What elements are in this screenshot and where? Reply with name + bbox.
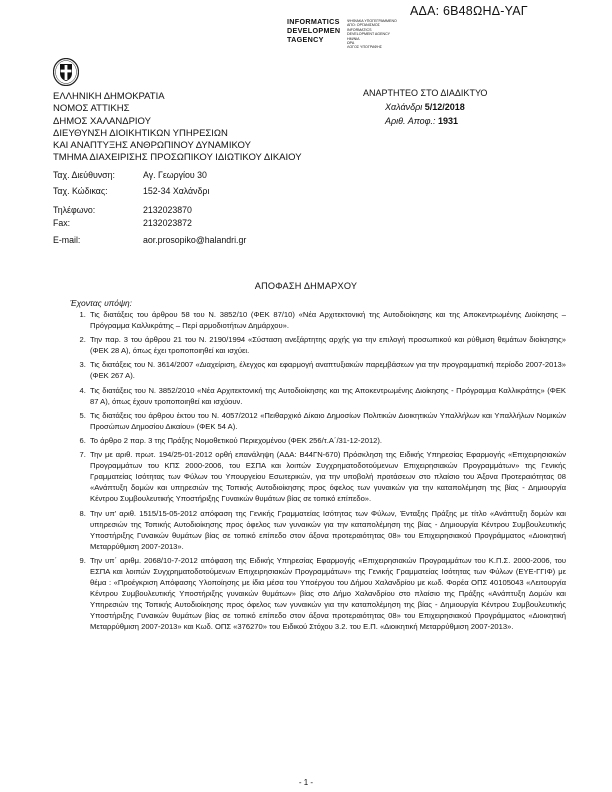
digital-signature-logo bbox=[287, 18, 397, 48]
logo-text: INFORMATICS DEVELOPMEN TAGENCY bbox=[287, 17, 341, 44]
list-item: 1. Τις διατάξεις του άρθρου 58 του Ν. 3852/10 (ΦΕΚ 87/10) «Νέα Αρχιτεκτονική της Αυτοδιοίκησης και της Αποκεντρωμένης Διοίκησης – Πρόγραμμα Καλλικράτης – Περί αρμοδιοτήτων Δημάρχου». bbox=[88, 309, 566, 331]
document-date: Χαλάνδρι 5/12/2018 bbox=[385, 102, 465, 112]
document-meta bbox=[363, 86, 487, 128]
list-item: 3. Τις διατάξεις του Ν. 3614/2007 «Διαχείριση, έλεγχος και εφαρμογή αναπτυξιακών παρεμβάσεων για την προγραμματική περίοδο 2007-2013» (ΦΕΚ 267 Α). bbox=[88, 359, 566, 381]
issuer-header: ΕΛΛΗΝΙΚΗ ΔΗΜΟΚΡΑΤΙΑ ΝΟΜΟΣ ΑΤΤΙΚΗΣ ΔΗΜΟΣ ΧΑΛΑΝΔΡΙΟΥ ΔΙΕΥΘΥΝΣΗ ΔΙΟΙΚΗΤΙΚΩΝ ΥΠΗΡΕΣΙΩΝ ΚΑΙ ΑΝΑΠΤΥΞΗΣ ΑΝΘΡΩΠΙΝΟΥ ΔΥΝΑΜΙΚΟΥ ΤΜΗΜΑ ΔΙΑΧΕΙΡΙΣΗΣ ΠΡΟΣΩΠΙΚΟΥ ΙΔΙΩΤΙΚΟΥ ΔΙΚΑΙΟΥ bbox=[53, 91, 302, 164]
page-number: - 1 - bbox=[298, 778, 314, 787]
list-item: 6. Το άρθρο 2 παρ. 3 της Πράξης Νομοθετικού Περιεχομένου (ΦΕΚ 256/τ.Α΄/31-12-2012). bbox=[88, 435, 566, 446]
list-item: 4. Τις διατάξεις του Ν. 3852/2010 «Νέα Αρχιτεκτονική της Αυτοδιοίκησης και της Αποκεντρωμένης Διοίκησης - Πρόγραμμα Καλλικράτης» (ΦΕΚ 87 Α), όπως έχουν τροποποιηθεί και ισχύουν. bbox=[88, 385, 566, 407]
greek-emblem-icon bbox=[53, 58, 79, 86]
decision-title: ΑΠΟΦΑΣΗ ΔΗΜΑΡΧΟΥ bbox=[254, 281, 358, 291]
signature-details: ΨΗΦΙΑΚΑ ΥΠΟΓΕΓΡΑΜΜΕΝΟ ΑΠΟ: ΟΡΓΑΝΙΣΜΟΣ INFORMATICS DEVELOPMENT AGENCY ΗΜ/ΝΙΑ ΩΡΑ ΛΟΓΟΣ ΥΠΟΓΡΑΦΗΣ bbox=[347, 19, 397, 50]
list-item: 7. Την με αριθ. πρωτ. 194/25-01-2012 ορθή επανάληψη (ΑΔΑ: Β44ΓΝ-670) Πρόσκληση της Ειδικής Υπηρεσίας Εφαρμογής «Επιχειρησιακών Προγραμμάτων του ΚΠΣ 2000-2006, του ΕΣΠΑ και λοιπών Συγχρηματοδοτούμενων Επιχειρησιακών Προγραμμάτων» της Γενικής Γραμματείας Ισότητας των Φύλων του Υπουργείου Εσωτερικών, για την υποβολή προτάσεων στο πλαίσιο του Άξονα Προτεραιότητας 08 «Ανάπτυξη δομών και υπηρεσιών της Τοπικής Αυτοδιοίκησης προς όφελος των γυναικών για την καταπολέμηση της βίας - Δημιουργία Κέντρου Συμβουλευτικής Υποστήριξης Γυναικών θυμάτων βίας σε τοπικό επίπεδο». bbox=[88, 449, 566, 504]
list-item: 9. Την υπ΄ αριθμ. 2068/10-7-2012 απόφαση της Ειδικής Υπηρεσίας Εφαρμογής «Επιχειρησιακών Προγραμμάτων του Κ.Π.Σ. 2000-2006, του ΕΣΠΑ και λοιπών Συγχρηματοδοτούμενων Επιχειρησιακών Προγραμμάτων» της Γενικής Γραμματείας Ισότητας των Φύλων (ΕΥΕ-ΓΓΙΦ) με θέμα : «Προέγκριση Απόφασης Υλοποίησης με ίδια μέσα του Υποέργου του Δήμου Χαλανδρίου με κωδ. Φορέα ΟΠΣ 40105043 «Λειτουργία Κέντρου Συμβουλευτικής Υποστήριξης γυναικών θυμάτων» βίας στο Δήμο Χαλανδρίου στο πλαίσιο της Πράξης «Ανάπτυξη Δομών και Υπηρεσιών της Τοπικής Αυτοδιοίκησης προς όφελος των γυναικών για την καταπολέμηση της βίας - Δημιουργία Κέντρου Συμβουλευτικής Υποστήριξης Γυναικών θυμάτων βίας σε τοπικό επίπεδο στον άξονα προτεραιότητας 08» του Επιχειρησιακού Προγράμματος «Διοικητική Μεταρρύθμιση 2007-2013» και Κωδ. ΟΠΣ «376270» του Ειδικού Στόχου 3.2. του Ε.Π. «Διοικητική Μεταρρύθμιση 2007-2013». bbox=[88, 555, 566, 633]
list-item: 8. Την υπ’ αριθ. 1515/15-05-2012 απόφαση της Γενικής Γραμματείας Ισότητας των Φύλων, Ένταξης Πράξης με τίτλο «Ανάπτυξη δομών και υπηρεσιών της Τοπικής Αυτοδιοίκησης προς όφελος των γυναικών για την καταπολέμηση της βίας - Δημιουργία Κέντρου Συμβουλευτικής Υποστήριξης Γυναικών θυμάτων βίας σε τοπικό επίπεδο στον άξονα προτεραιότητας 08» του Επιχειρησιακού Προγράμματος «Διοικητική Μεταρρύθμιση 2007-2013». bbox=[88, 508, 566, 552]
decision-number: Αριθ. Αποφ.: 1931 bbox=[385, 116, 459, 126]
list-item: 2. Την παρ. 3 του άρθρου 21 του Ν. 2190/1994 «Σύσταση ανεξάρτητης αρχής για την επιλογή προσωπικού και ρύθμιση θεμάτων διοίκησης» (ΦΕΚ 28 Α), όπως έχει τροποποιηθεί και ισχύει. bbox=[88, 334, 566, 356]
posted-label: ΑΝΑΡΤΗΤΕΟ ΣΤΟ ΔΙΑΔΙΚΤΥΟ bbox=[363, 88, 488, 98]
ada-code: ΑΔΑ: 6Β48ΩΗΔ-ΥΑΓ bbox=[410, 4, 528, 18]
considerations-lead: Έχοντας υπόψη: bbox=[70, 298, 133, 308]
considerations-list bbox=[66, 309, 566, 636]
list-item: 5. Τις διατάξεις του άρθρου έκτου του Ν. 4057/2012 «Πειθαρχικό Δίκαιο Δημοσίων Πολιτικών Διοικητικών Υπαλλήλων και Υπαλλήλων Νομικών Προσώπων Δημοσίου Δικαίου» (ΦΕΚ 54 Α). bbox=[88, 410, 566, 432]
